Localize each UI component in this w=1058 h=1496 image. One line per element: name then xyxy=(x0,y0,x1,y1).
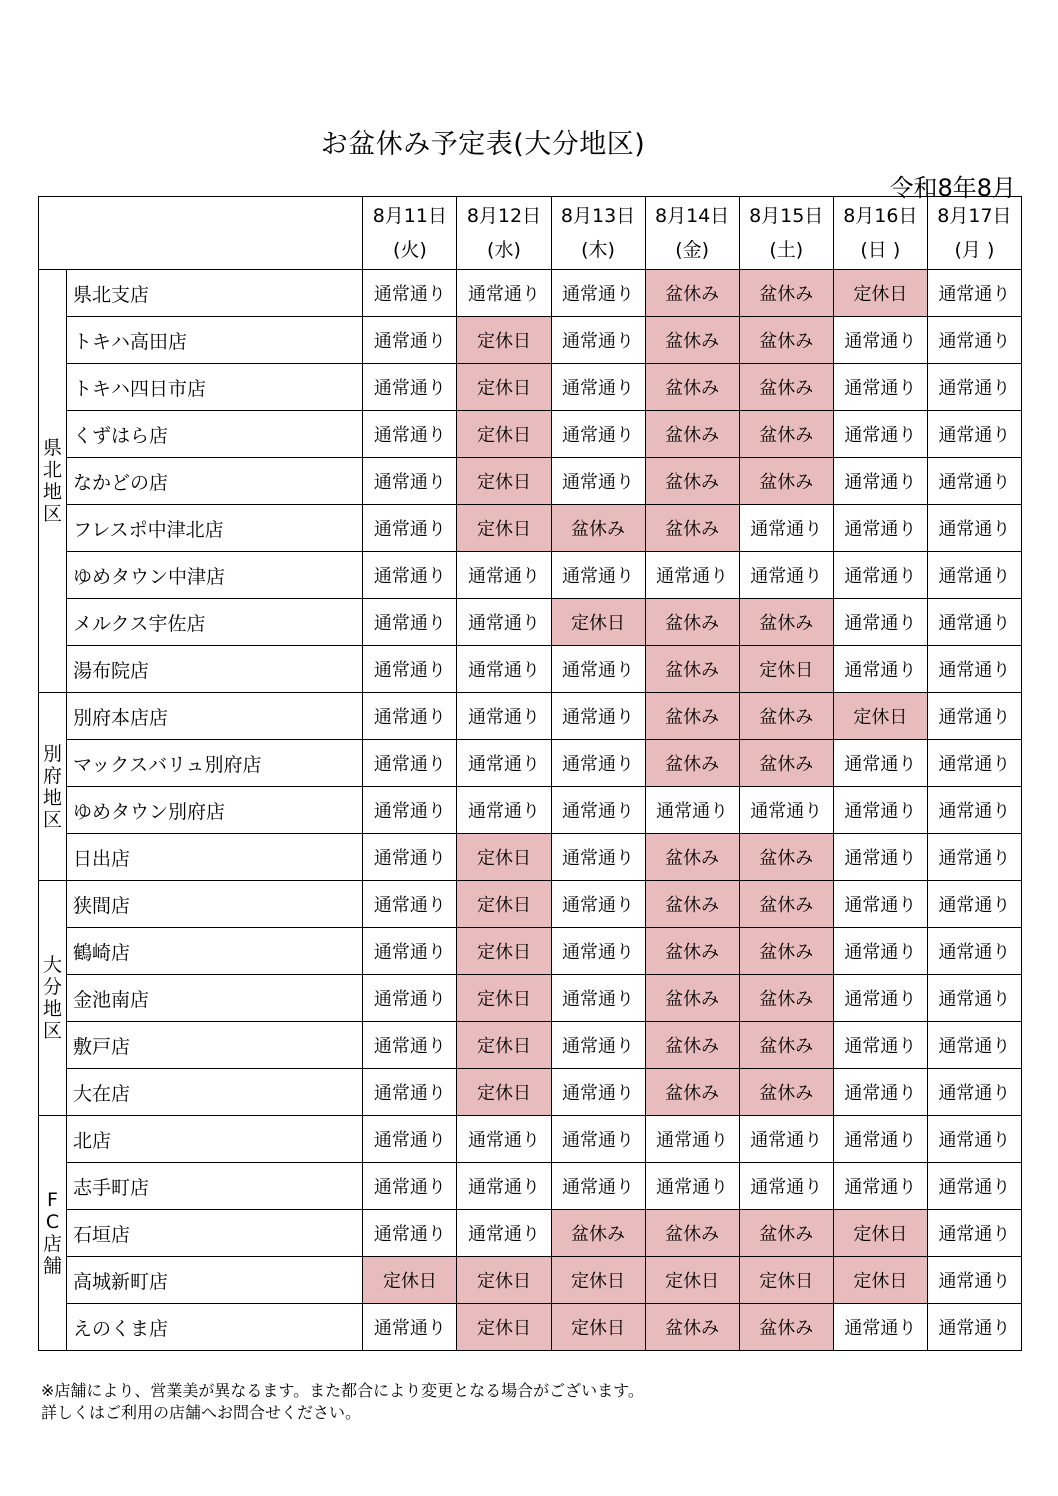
status-cell: 盆休み xyxy=(739,1210,833,1257)
status-cell: 通常通り xyxy=(551,928,645,975)
status-cell: 定休日 xyxy=(833,270,927,317)
store-name: 志手町店 xyxy=(67,1163,363,1210)
status-cell: 定休日 xyxy=(457,1304,551,1351)
store-row xyxy=(39,646,1022,693)
status-cell: 通常通り xyxy=(363,881,457,928)
status-cell: 通常通り xyxy=(457,1210,551,1257)
status-cell: 定休日 xyxy=(457,317,551,364)
store-name: 金池南店 xyxy=(67,975,363,1022)
notes xyxy=(41,1380,644,1424)
status-cell: 通常通り xyxy=(551,1116,645,1163)
store-row xyxy=(39,881,1022,928)
day-header xyxy=(551,197,645,270)
day-header xyxy=(457,197,551,270)
status-cell: 通常通り xyxy=(551,881,645,928)
status-cell: 通常通り xyxy=(833,1163,927,1210)
day-date: 8月16日 xyxy=(843,205,918,227)
status-cell: 通常通り xyxy=(739,1116,833,1163)
day-weekday: (月 ) xyxy=(954,239,995,261)
status-cell: 盆休み xyxy=(739,1022,833,1069)
store-row xyxy=(39,834,1022,881)
status-cell: 通常通り xyxy=(927,364,1021,411)
status-cell: 通常通り xyxy=(927,317,1021,364)
note-line: ※店舗により、営業美が異なるます。また都合により変更となる場合がございます。 xyxy=(41,1381,644,1400)
status-cell: 通常通り xyxy=(927,599,1021,646)
status-cell: 通常通り xyxy=(927,1163,1021,1210)
status-cell: 定休日 xyxy=(363,1257,457,1304)
store-row xyxy=(39,1069,1022,1116)
status-cell: 通常通り xyxy=(457,599,551,646)
store-row xyxy=(39,1210,1022,1257)
status-cell: 通常通り xyxy=(739,505,833,552)
status-cell: 盆休み xyxy=(645,505,739,552)
status-cell: 盆休み xyxy=(645,928,739,975)
status-cell: 定休日 xyxy=(457,458,551,505)
status-cell: 盆休み xyxy=(739,1069,833,1116)
store-row xyxy=(39,364,1022,411)
status-cell: 通常通り xyxy=(833,505,927,552)
status-cell: 通常通り xyxy=(363,552,457,599)
store-row xyxy=(39,270,1022,317)
status-cell: 通常通り xyxy=(363,1304,457,1351)
status-cell: 通常通り xyxy=(833,881,927,928)
store-row xyxy=(39,458,1022,505)
day-header xyxy=(739,197,833,270)
store-row xyxy=(39,411,1022,458)
day-header xyxy=(927,197,1021,270)
status-cell: 盆休み xyxy=(645,975,739,1022)
status-cell: 通常通り xyxy=(833,599,927,646)
status-cell: 盆休み xyxy=(645,364,739,411)
status-cell: 通常通り xyxy=(457,552,551,599)
status-cell: 盆休み xyxy=(645,834,739,881)
status-cell: 通常通り xyxy=(551,740,645,787)
status-cell: 定休日 xyxy=(457,1069,551,1116)
status-cell: 通常通り xyxy=(551,693,645,740)
status-cell: 盆休み xyxy=(739,740,833,787)
note-line: 詳しくはご利用の店舗へお問合せください。 xyxy=(41,1403,362,1422)
day-header xyxy=(833,197,927,270)
store-row xyxy=(39,599,1022,646)
status-cell: 盆休み xyxy=(739,364,833,411)
header-corner-cell xyxy=(39,197,363,270)
status-cell: 盆休み xyxy=(739,317,833,364)
store-name: 高城新町店 xyxy=(67,1257,363,1304)
status-cell: 通常通り xyxy=(363,270,457,317)
status-cell: 盆休み xyxy=(645,646,739,693)
store-name: なかどの店 xyxy=(67,458,363,505)
status-cell: 通常通り xyxy=(927,552,1021,599)
store-row xyxy=(39,740,1022,787)
day-header xyxy=(645,197,739,270)
status-cell: 通常通り xyxy=(363,740,457,787)
store-name: フレスポ中津北店 xyxy=(67,505,363,552)
store-name: 大在店 xyxy=(67,1069,363,1116)
day-weekday: (火) xyxy=(392,239,427,261)
status-cell: 定休日 xyxy=(457,1257,551,1304)
status-cell: 盆休み xyxy=(645,740,739,787)
status-cell: 通常通り xyxy=(833,1304,927,1351)
status-cell: 通常通り xyxy=(363,1069,457,1116)
status-cell: 通常通り xyxy=(833,411,927,458)
status-cell: 盆休み xyxy=(645,1210,739,1257)
status-cell: 定休日 xyxy=(457,1022,551,1069)
status-cell: 盆休み xyxy=(739,270,833,317)
status-cell: 盆休み xyxy=(645,599,739,646)
status-cell: 定休日 xyxy=(457,881,551,928)
status-cell: 通常通り xyxy=(457,270,551,317)
status-cell: 盆休み xyxy=(645,458,739,505)
store-name: 狭間店 xyxy=(67,881,363,928)
status-cell: 通常通り xyxy=(739,1163,833,1210)
status-cell: 通常通り xyxy=(927,928,1021,975)
store-name: 湯布院店 xyxy=(67,646,363,693)
status-cell: 通常通り xyxy=(551,1069,645,1116)
store-name: マックスバリュ別府店 xyxy=(67,740,363,787)
status-cell: 通常通り xyxy=(833,834,927,881)
status-cell: 盆休み xyxy=(739,1304,833,1351)
store-row xyxy=(39,1116,1022,1163)
status-cell: 通常通り xyxy=(551,646,645,693)
day-date: 8月14日 xyxy=(655,205,730,227)
status-cell: 通常通り xyxy=(551,975,645,1022)
status-cell: 通常通り xyxy=(927,693,1021,740)
status-cell: 通常通り xyxy=(551,552,645,599)
store-row xyxy=(39,787,1022,834)
store-name: 北店 xyxy=(67,1116,363,1163)
status-cell: 通常通り xyxy=(363,975,457,1022)
status-cell: 盆休み xyxy=(645,881,739,928)
status-cell: 定休日 xyxy=(833,1210,927,1257)
status-cell: 通常通り xyxy=(457,787,551,834)
status-cell: 通常通り xyxy=(363,317,457,364)
store-row xyxy=(39,1163,1022,1210)
status-cell: 通常通り xyxy=(363,411,457,458)
status-cell: 通常通り xyxy=(927,1022,1021,1069)
status-cell: 盆休み xyxy=(739,458,833,505)
status-cell: 通常通り xyxy=(645,787,739,834)
store-row xyxy=(39,693,1022,740)
status-cell: 通常通り xyxy=(927,411,1021,458)
store-name: トキハ高田店 xyxy=(67,317,363,364)
store-name: ゆめタウン別府店 xyxy=(67,787,363,834)
status-cell: 通常通り xyxy=(833,317,927,364)
store-row xyxy=(39,975,1022,1022)
status-cell: 盆休み xyxy=(739,599,833,646)
schedule-body xyxy=(39,270,1022,1351)
status-cell: 盆休み xyxy=(645,411,739,458)
status-cell: 通常通り xyxy=(833,1022,927,1069)
status-cell: 通常通り xyxy=(833,1069,927,1116)
status-cell: 通常通り xyxy=(363,505,457,552)
status-cell: 通常通り xyxy=(551,270,645,317)
status-cell: 通常通り xyxy=(457,740,551,787)
status-cell: 通常通り xyxy=(645,552,739,599)
status-cell: 通常通り xyxy=(833,787,927,834)
header-row xyxy=(39,197,1022,270)
status-cell: 通常通り xyxy=(927,505,1021,552)
status-cell: 通常通り xyxy=(551,458,645,505)
status-cell: 通常通り xyxy=(833,740,927,787)
status-cell: 通常通り xyxy=(363,458,457,505)
status-cell: 通常通り xyxy=(833,928,927,975)
status-cell: 通常通り xyxy=(927,270,1021,317)
region-label: 県北地区 xyxy=(42,437,62,525)
status-cell: 盆休み xyxy=(645,317,739,364)
page-title: お盆休み予定表(大分地区) xyxy=(320,129,646,160)
status-cell: 通常通り xyxy=(363,1022,457,1069)
day-date: 8月11日 xyxy=(372,205,447,227)
status-cell: 通常通り xyxy=(739,552,833,599)
status-cell: 通常通り xyxy=(363,787,457,834)
status-cell: 通常通り xyxy=(551,1163,645,1210)
store-row xyxy=(39,928,1022,975)
status-cell: 盆休み xyxy=(739,881,833,928)
region-label-cell xyxy=(39,1116,67,1351)
status-cell: 通常通り xyxy=(833,975,927,1022)
status-cell: 定休日 xyxy=(739,646,833,693)
status-cell: 通常通り xyxy=(927,1304,1021,1351)
status-cell: 定休日 xyxy=(551,599,645,646)
store-name: メルクス宇佐店 xyxy=(67,599,363,646)
store-row xyxy=(39,505,1022,552)
status-cell: 定休日 xyxy=(457,834,551,881)
day-weekday: (木) xyxy=(581,239,615,261)
day-weekday: (金) xyxy=(675,239,710,261)
status-cell: 通常通り xyxy=(927,646,1021,693)
store-name: 県北支店 xyxy=(67,270,363,317)
status-cell: 通常通り xyxy=(927,834,1021,881)
region-label: FC店舗 xyxy=(42,1189,62,1277)
store-name: えのくま店 xyxy=(67,1304,363,1351)
day-header xyxy=(363,197,457,270)
schedule-table xyxy=(38,196,1022,1351)
status-cell: 通常通り xyxy=(833,1116,927,1163)
store-row xyxy=(39,552,1022,599)
day-weekday: (日 ) xyxy=(860,239,901,261)
status-cell: 定休日 xyxy=(457,975,551,1022)
status-cell: 定休日 xyxy=(551,1304,645,1351)
status-cell: 通常通り xyxy=(363,1116,457,1163)
status-cell: 定休日 xyxy=(457,928,551,975)
store-row xyxy=(39,317,1022,364)
status-cell: 通常通り xyxy=(457,1163,551,1210)
region-label-cell xyxy=(39,270,67,693)
store-row xyxy=(39,1304,1022,1351)
day-weekday: (土) xyxy=(769,239,804,261)
status-cell: 通常通り xyxy=(457,646,551,693)
status-cell: 通常通り xyxy=(551,834,645,881)
day-weekday: (水) xyxy=(487,239,521,261)
region-label: 大分地区 xyxy=(42,954,62,1042)
store-row xyxy=(39,1257,1022,1304)
store-name: トキハ四日市店 xyxy=(67,364,363,411)
status-cell: 定休日 xyxy=(833,1257,927,1304)
status-cell: 定休日 xyxy=(645,1257,739,1304)
status-cell: 盆休み xyxy=(739,975,833,1022)
store-name: 別府本店店 xyxy=(67,693,363,740)
status-cell: 通常通り xyxy=(927,975,1021,1022)
store-name: 日出店 xyxy=(67,834,363,881)
status-cell: 通常通り xyxy=(927,740,1021,787)
status-cell: 通常通り xyxy=(551,317,645,364)
status-cell: 盆休み xyxy=(645,693,739,740)
status-cell: 盆休み xyxy=(645,1022,739,1069)
status-cell: 通常通り xyxy=(551,787,645,834)
status-cell: 通常通り xyxy=(363,646,457,693)
status-cell: 盆休み xyxy=(551,505,645,552)
status-cell: 通常通り xyxy=(927,881,1021,928)
status-cell: 通常通り xyxy=(645,1163,739,1210)
status-cell: 定休日 xyxy=(739,1257,833,1304)
day-date: 8月17日 xyxy=(937,205,1012,227)
status-cell: 通常通り xyxy=(833,458,927,505)
status-cell: 盆休み xyxy=(739,693,833,740)
status-cell: 盆休み xyxy=(645,1304,739,1351)
status-cell: 通常通り xyxy=(551,364,645,411)
status-cell: 盆休み xyxy=(739,411,833,458)
region-label-cell xyxy=(39,693,67,881)
region-label: 別府地区 xyxy=(42,742,62,831)
status-cell: 通常通り xyxy=(833,552,927,599)
day-date: 8月15日 xyxy=(749,205,824,227)
status-cell: 盆休み xyxy=(645,1069,739,1116)
day-date: 8月12日 xyxy=(466,205,542,227)
store-name: ゆめタウン中津店 xyxy=(67,552,363,599)
day-date: 8月13日 xyxy=(560,205,636,227)
store-name: 敷戸店 xyxy=(67,1022,363,1069)
status-cell: 通常通り xyxy=(645,1116,739,1163)
date-label: 令和8年8月 xyxy=(889,174,1016,202)
status-cell: 定休日 xyxy=(457,411,551,458)
store-name: 鶴崎店 xyxy=(67,928,363,975)
region-label-cell xyxy=(39,881,67,1116)
status-cell: 定休日 xyxy=(457,364,551,411)
status-cell: 通常通り xyxy=(927,787,1021,834)
status-cell: 盆休み xyxy=(739,928,833,975)
status-cell: 通常通り xyxy=(363,928,457,975)
status-cell: 定休日 xyxy=(833,693,927,740)
status-cell: 通常通り xyxy=(833,364,927,411)
status-cell: 通常通り xyxy=(833,646,927,693)
status-cell: 盆休み xyxy=(551,1210,645,1257)
status-cell: 通常通り xyxy=(927,458,1021,505)
status-cell: 通常通り xyxy=(551,411,645,458)
status-cell: 通常通り xyxy=(363,1163,457,1210)
status-cell: 通常通り xyxy=(927,1210,1021,1257)
status-cell: 通常通り xyxy=(927,1116,1021,1163)
status-cell: 定休日 xyxy=(457,505,551,552)
status-cell: 通常通り xyxy=(363,1210,457,1257)
store-row xyxy=(39,1022,1022,1069)
status-cell: 通常通り xyxy=(927,1257,1021,1304)
status-cell: 通常通り xyxy=(551,1022,645,1069)
store-name: 石垣店 xyxy=(67,1210,363,1257)
store-name: くずはら店 xyxy=(67,411,363,458)
status-cell: 通常通り xyxy=(363,364,457,411)
status-cell: 通常通り xyxy=(363,834,457,881)
status-cell: 通常通り xyxy=(927,1069,1021,1116)
status-cell: 定休日 xyxy=(551,1257,645,1304)
status-cell: 盆休み xyxy=(645,270,739,317)
status-cell: 通常通り xyxy=(457,1116,551,1163)
status-cell: 通常通り xyxy=(739,787,833,834)
status-cell: 通常通り xyxy=(363,693,457,740)
status-cell: 盆休み xyxy=(739,834,833,881)
status-cell: 通常通り xyxy=(457,693,551,740)
status-cell: 通常通り xyxy=(363,599,457,646)
